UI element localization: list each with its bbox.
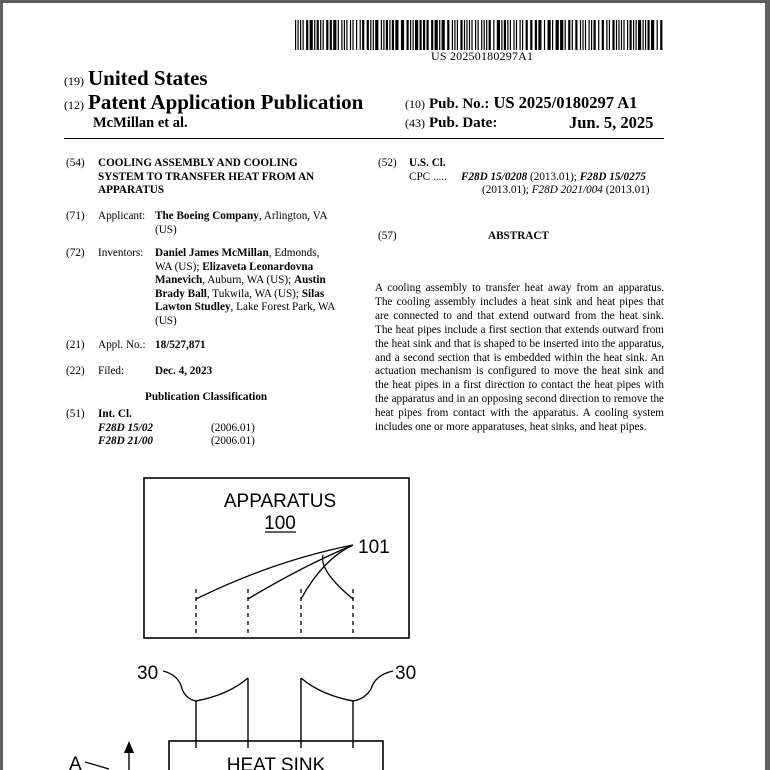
barcode-bar [497,20,500,50]
barcode-bar [317,20,319,50]
pub-no-line [405,93,637,113]
barcode-bar [367,20,369,50]
inventor-name: Lawton Studley [155,301,231,314]
ref-30-left: 30 [137,663,159,684]
barcode-bar [427,20,429,50]
pub-no-label: Pub. No.: [429,96,490,112]
barcode-bar [389,20,390,50]
barcode-bar [407,20,409,50]
barcode-bar [466,20,467,50]
inventor-location: , Edmonds, [268,247,320,259]
barcode-bar [395,20,398,50]
barcode-bar [344,20,345,50]
barcode-bar [609,20,610,50]
barcode-bar [323,20,324,50]
cpc-version: (2013.01) [602,184,650,196]
cpc-label: CPC ..... [409,171,447,183]
barcode-bar [530,20,532,50]
barcode-bar [373,20,374,50]
barcode-bar [568,20,570,50]
arrow-a-leader [85,762,109,769]
ref-30-right: 30 [395,663,417,684]
country-line [64,66,208,91]
barcode-number: US 20250180297A1 [431,49,534,63]
barcode-bar [522,20,523,50]
country: United States [88,66,208,90]
barcode-bar [526,20,528,50]
barcode-bar [431,20,433,50]
barcode-bar [350,20,351,50]
inventor-location: , Lake Forest Park, WA [230,301,336,314]
cpc-version: (2013.01); [527,171,580,183]
code-57: (57) [378,230,397,242]
barcode-bar [383,20,384,50]
barcode-bar [643,20,644,50]
barcode-bar [572,20,573,50]
filed-label: Filed: [98,365,125,377]
inventor-short: McMillan et al. [93,115,188,131]
barcode-bar [565,20,566,50]
barcode-bar [310,20,313,50]
barcode-bar [618,20,619,50]
barcode-bar [575,20,577,50]
barcode-bar [591,20,592,50]
pub-no: US 2025/0180297 A1 [493,93,638,112]
barcode-bar [616,20,617,50]
barcode-bar [460,20,462,50]
barcode-bar [298,20,299,50]
intcl-code: F28D 15/02 [98,422,154,434]
barcode-bar [352,20,353,50]
barcode-bar [484,20,485,50]
insertion-dashes [196,589,353,635]
apparatus-ref: 100 [264,513,296,534]
patent-page [3,3,765,770]
leader-30-right [353,671,393,701]
barcode-bar [360,20,361,50]
barcode-bar [660,20,662,50]
barcode-bar [454,20,455,50]
inventor-location: WA (US); [155,260,203,273]
cpc-code: F28D 2021/004 [531,184,603,196]
ref-101: 101 [358,537,390,558]
barcode-bar [627,20,628,50]
cpc-code: F28D 15/0208 [461,171,528,183]
leader-30-left [163,671,196,701]
inventor-location: , Tukwila, WA (US); [206,287,302,300]
barcode-bar [489,20,491,50]
barcode-bar [633,20,634,50]
cpc-line-1 [461,171,646,185]
barcode-bar [516,20,517,50]
barcode-bar [370,20,371,50]
inventors-label: Inventors: [98,247,144,259]
arrow-head [124,741,134,753]
intcl-label: Int. Cl. [98,408,132,420]
apparatus-label: APPARATUS [223,491,337,512]
inventor-location: (US) [155,314,177,327]
barcode-bar [447,20,449,50]
heat-pipe-curve [196,545,353,599]
code-10: (10) [405,97,425,111]
barcode-bar [420,20,422,50]
code-43: (43) [405,116,425,130]
barcode-bar [538,20,541,50]
intcl-version: (2006.01) [211,422,255,434]
barcode-bar [657,20,658,50]
uscl-label: U.S. Cl. [409,157,446,169]
title-line: SYSTEM TO TRANSFER HEAT FROM AN [98,170,315,183]
barcode-bar [612,20,614,50]
barcode-bar [410,20,411,50]
barcode-bar [362,20,364,50]
barcode-bar [481,20,482,50]
barcode-bar [556,20,559,50]
barcode-bar [303,20,304,50]
publication-type: Patent Application Publication [88,90,364,114]
applicant-country: (US) [155,223,177,236]
barcode-bar [386,20,388,50]
barcode-bar [520,20,521,50]
barcode-bar [507,20,508,50]
inventor-name: Elizaveta Leonardovna [202,260,314,273]
applicant-location: , Arlington, VA [258,210,328,222]
barcode-bar [621,20,622,50]
inventors [155,247,370,329]
cpc-code: F28D 15/0275 [579,171,646,183]
barcode-bar [493,20,494,50]
code-52: (52) [378,157,397,169]
barcode-bar [602,20,604,50]
barcode-bar [638,20,641,50]
barcode-bar [486,20,487,50]
barcode-bar [606,20,607,50]
code-54: (54) [66,157,85,169]
barcode-bar [392,20,394,50]
barcode-bar [501,20,502,50]
intcl-code: F28D 21/00 [98,435,154,447]
barcode-bar [475,20,476,50]
code-71: (71) [66,210,85,222]
filed-date: Dec. 4, 2023 [155,365,213,377]
inventor-name: Manevich [155,274,203,287]
barcode-bar [645,20,646,50]
title-line: COOLING ASSEMBLY AND COOLING [98,157,298,169]
intcl-version: (2006.01) [211,435,255,447]
barcode-bar [306,20,308,50]
pub-date-label: Pub. Date: [429,115,498,131]
barcode-bar [439,20,440,50]
barcode-bar [513,20,514,50]
barcode-bar [582,20,583,50]
barcode-bar [413,20,414,50]
barcode-bar [651,20,654,50]
figure-drawing [3,463,765,770]
inventor-name: Austin [294,274,326,287]
abstract-text: A cooling assembly to transfer heat away from an apparatus. The cooling assembly includes a heat sink and heat pipes that are connected to and that extend outward from the heat sink. The heat pipes include a first section that extends outward from the heat sink and that is shaped to be inserted into the apparatus, and a second section that is embedded within the heat sink. An actuation mechanism is configured to move the heat sink and the heat pipes in a first direction to contact the heat pipes with the apparatus and in an opposing second direction to remove the heat pipes from contact with the apparatus. A cooling system includes one or more apparatuses, heat sinks, and heat pipes. [375,282,664,434]
barcode-bar [464,20,465,50]
code-21: (21) [66,339,85,351]
barcode-bar [594,20,596,50]
pub-date: Jun. 5, 2025 [569,113,654,132]
barcode-bar [589,20,590,50]
barcode-bar [636,20,637,50]
barcode-bar [552,20,553,50]
code-19: (19) [64,74,84,88]
barcode-bar [648,20,650,50]
barcode-bar [435,20,438,50]
barcode-bar [630,20,632,50]
ref-a: A [69,754,82,770]
code-22: (22) [66,365,85,377]
heat-pipes [196,678,353,748]
barcode-bar [356,20,357,50]
applicant-name: The Boeing Company [155,210,259,222]
barcode-bar [300,20,301,50]
appl-label: Appl. No.: [98,339,146,351]
header-divider [64,138,664,139]
barcode-bar [544,20,545,50]
barcode-bar [338,20,339,50]
applicant [155,210,365,237]
barcode-bar [623,20,624,50]
barcode-bar [585,20,586,50]
cpc-version: (2013.01); [482,184,532,196]
code-72: (72) [66,247,85,259]
barcode-bar [442,20,445,50]
barcode-bar [580,20,581,50]
applicant-label: Applicant: [98,210,146,222]
barcode-bar [320,20,321,50]
title-line: APPARATUS [98,184,165,197]
barcode-bar [560,20,563,50]
barcode-bar [295,20,296,50]
barcode-bar [478,20,479,50]
pub-type-line [64,90,363,115]
barcode-bar [469,20,470,50]
barcode-bar [598,20,599,50]
barcode [295,20,665,50]
inventor-name: Brady Ball [155,287,207,300]
barcode-bar [381,20,382,50]
barcode-bar [346,20,347,50]
barcode-bar [471,20,472,50]
barcode-bar [333,20,336,50]
barcode-bar [535,20,537,50]
barcode-bar [314,20,315,50]
pub-class-heading: Publication Classification [145,391,268,403]
barcode-bar [341,20,342,50]
barcode-bar [510,20,511,50]
inventor-location: , Auburn, WA (US); [202,274,295,287]
appl-no: 18/527,871 [155,339,206,351]
barcode-bar [548,20,551,50]
barcode-bar [401,20,404,50]
inventor-name: Silas [301,287,325,300]
barcode-bar [423,20,425,50]
barcode-bar [457,20,458,50]
code-12: (12) [64,98,84,112]
abstract-heading: ABSTRACT [488,230,549,242]
barcode-bar [330,20,332,50]
inventor-name: Daniel James McMillan [155,247,269,259]
barcode-bar [415,20,418,50]
heat-sink-label: HEAT SINK [226,755,326,770]
barcode-bar [326,20,328,50]
barcode-bar [452,20,453,50]
invention-title [98,157,358,198]
cpc-line-2 [482,184,650,198]
pub-date-line [405,114,497,132]
barcode-bar [504,20,506,50]
barcode-bar [375,20,378,50]
code-51: (51) [66,408,85,420]
